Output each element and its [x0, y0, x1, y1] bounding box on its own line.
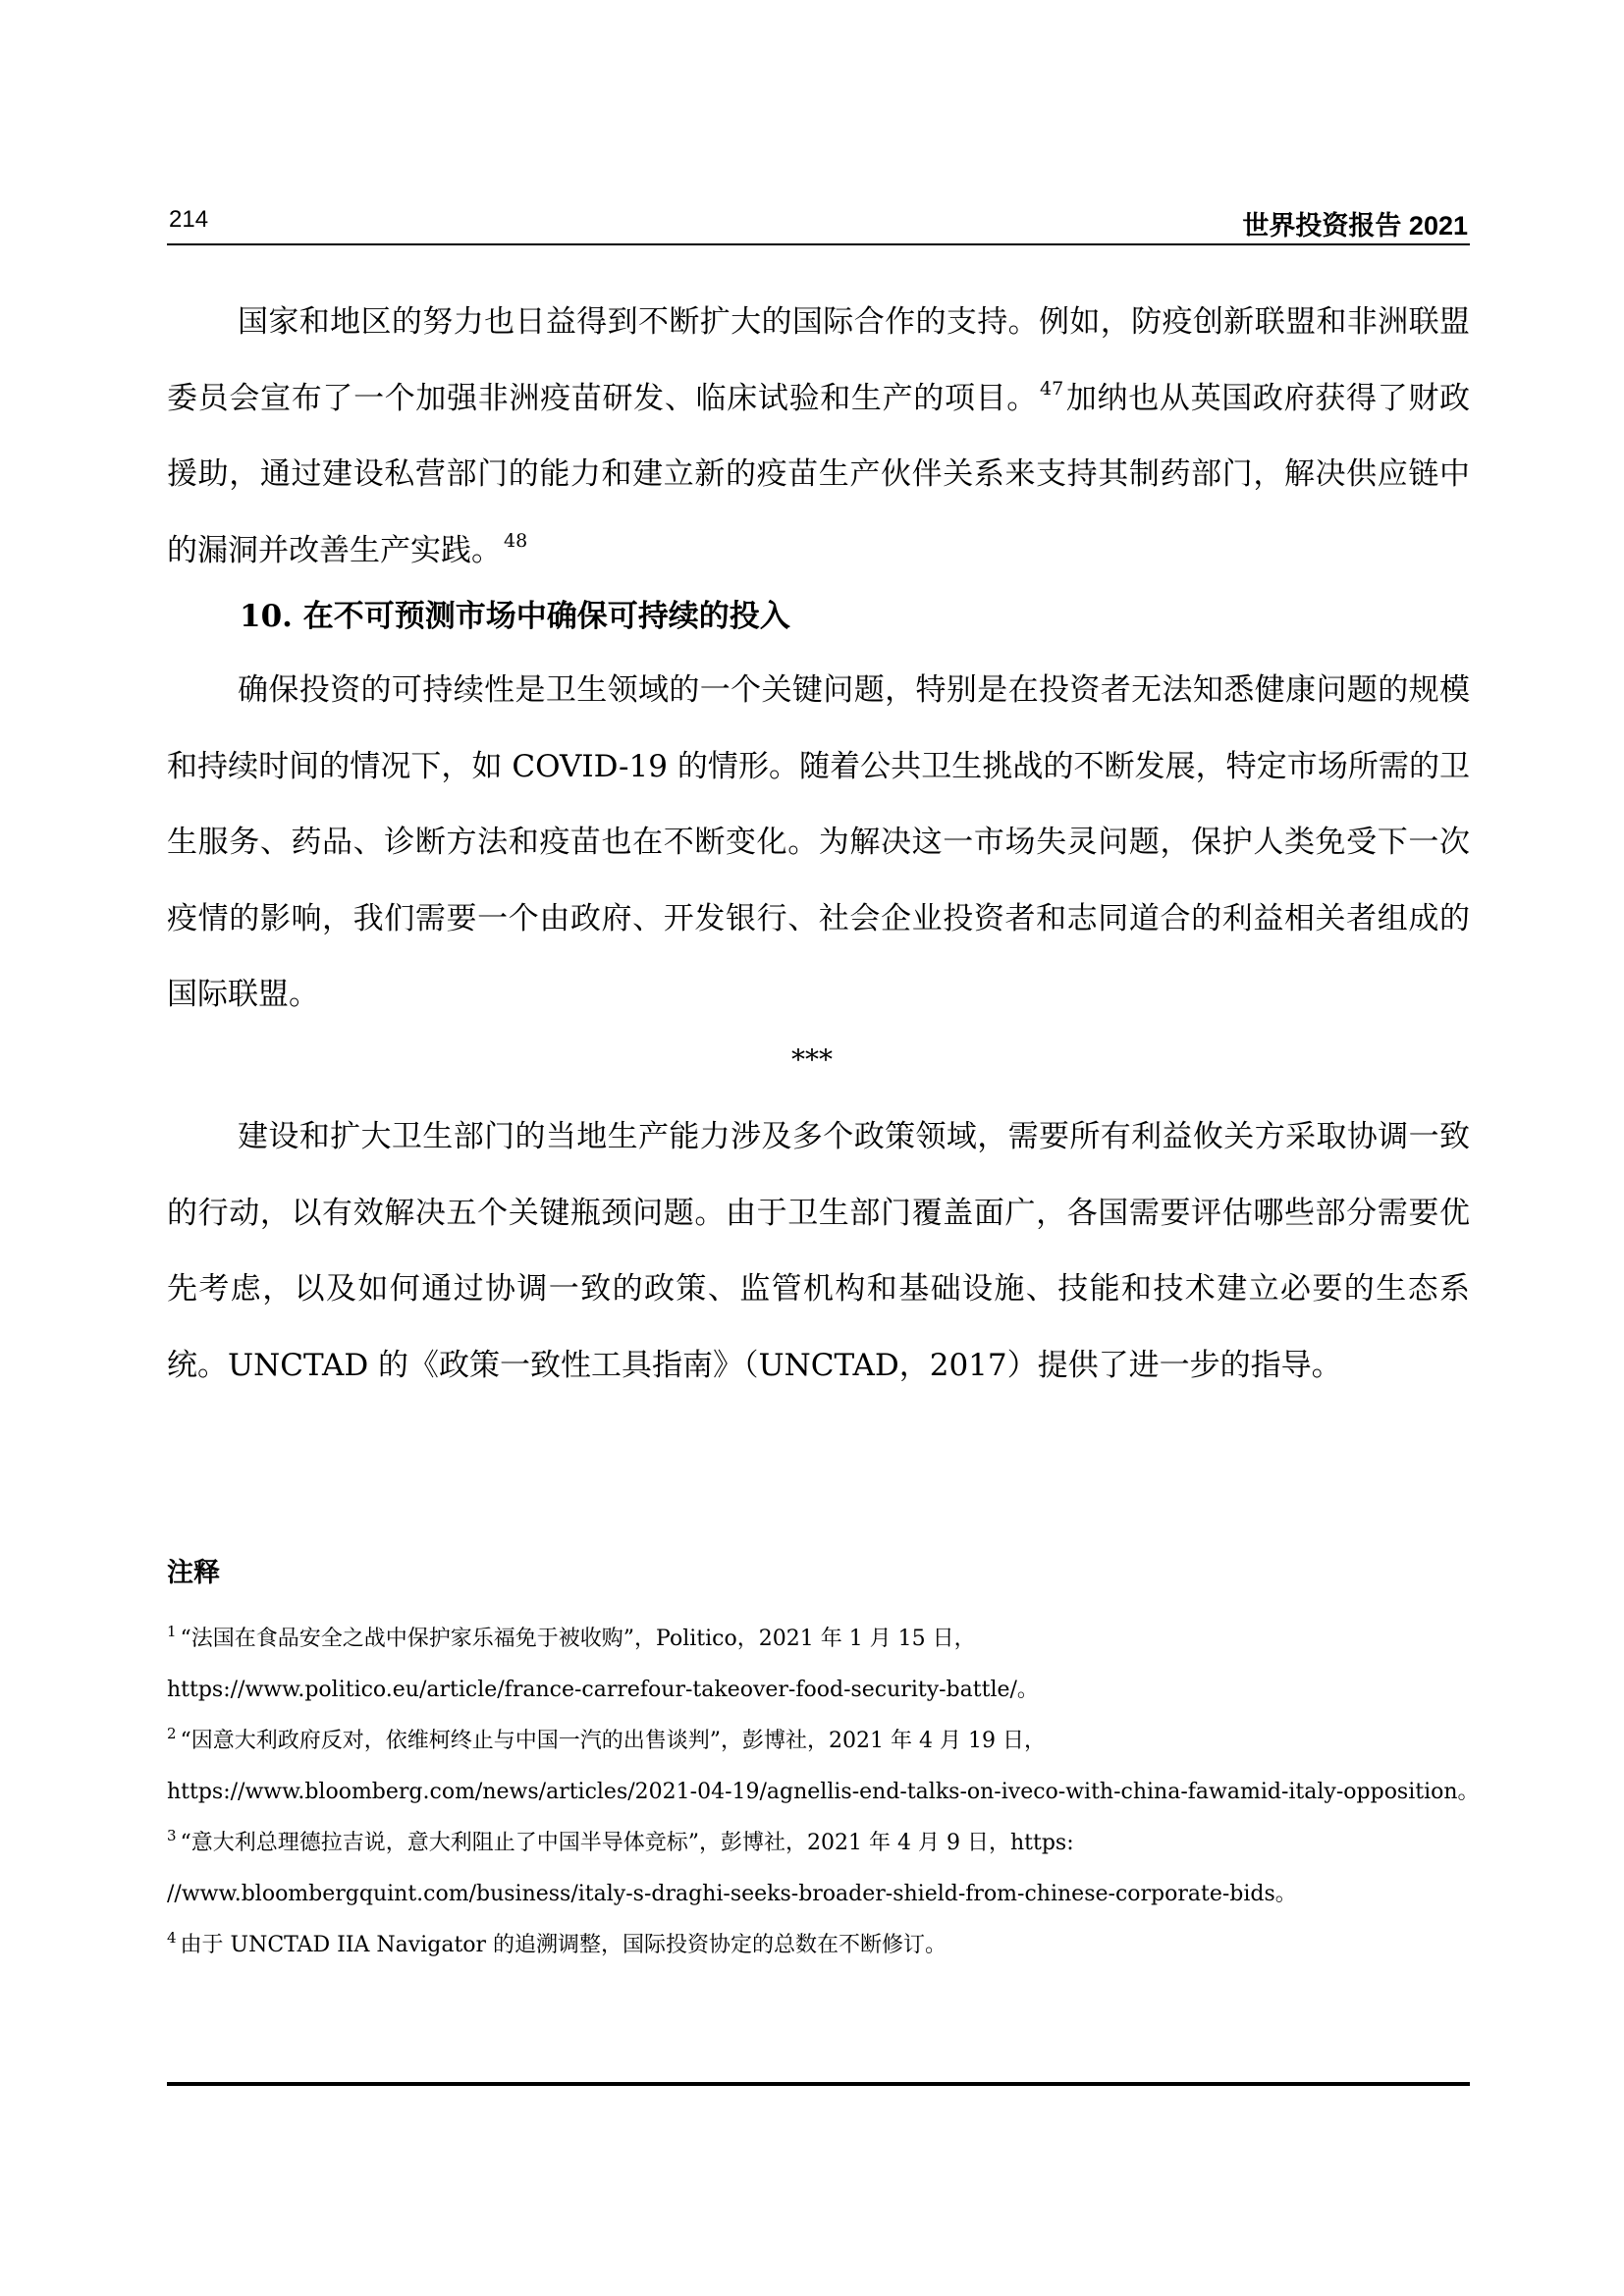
- note-2: [167, 1716, 1483, 1767]
- paragraph-2: [167, 653, 1470, 1034]
- notes-list: [167, 1614, 1483, 1971]
- paragraph-3: [167, 1099, 1470, 1404]
- page-header: [167, 196, 1470, 245]
- note-text: “因意大利政府反对，依维柯终止与中国一汽的出售谈判”，彭博社，2021 年 4 月 19 日，: [180, 1729, 1046, 1753]
- page-number: 214: [169, 206, 209, 233]
- note-1: [167, 1614, 1483, 1665]
- note-3-link[interactable]: //www.bloombergquint.com/business/italy-s-draghi-seeks-broader-shield-from-chinese-corporate-bids。: [167, 1882, 1297, 1906]
- note-number: 3: [167, 1827, 177, 1844]
- note-1-link[interactable]: https://www.politico.eu/article/france-carrefour-takeover-food-security-battle/。: [167, 1678, 1039, 1702]
- footer-rule: [167, 2082, 1470, 2086]
- paragraph-1-text-b: 加纳也从英国政府获得了财政援助，通过建设私营部门的能力和建立新的疫苗生产伙伴关系来支持其制药部门，解决供应链中的漏洞并改善生产实践。: [167, 380, 1471, 568]
- note-3: [167, 1818, 1483, 1869]
- note-text: 由于 UNCTAD IIA Navigator 的追溯调整，国际投资协定的总数在不断修订。: [180, 1933, 947, 1957]
- footnote-ref-47[interactable]: 47: [1040, 377, 1064, 400]
- note-number: 1: [167, 1623, 177, 1640]
- footnote-ref-48[interactable]: 48: [504, 529, 528, 552]
- paragraph-1: [167, 285, 1470, 589]
- paragraph-1-text-a: 国家和地区的努力也日益得到不断扩大的国际合作的支持。例如，防疫创新联盟和非洲联盟委员会宣布了一个加强非洲疫苗研发、临床试验和生产的项目。: [167, 304, 1470, 416]
- note-text: “法国在食品安全之战中保护家乐福免于被收购”，Politico，2021 年 1 月 15 日，: [180, 1627, 976, 1651]
- report-title: 世界投资报告 2021: [1242, 211, 1468, 240]
- note-text: “意大利总理德拉吉说，意大利阻止了中国半导体竞标”，彭博社，2021 年 4 月 9 日，https:: [180, 1831, 1074, 1855]
- paragraph-2-text: 确保投资的可持续性是卫生领域的一个关键问题，特别是在投资者无法知悉健康问题的规模和持续时间的情况下，如 COVID-19 的情形。随着公共卫生挑战的不断发展，特定市场所需的卫生服务、药品、诊断方法和疫苗也在不断变化。为解决这一市场失灵问题，保护人类免受下一次疫情的影响，我们需要一个由政府、开发银行、社会企业投资者和志同道合的利益相关者组成的国际联盟。: [167, 672, 1470, 1012]
- notes-title: 注释: [167, 1558, 220, 1587]
- note-4: [167, 1920, 1483, 1971]
- note-number: 2: [167, 1725, 177, 1742]
- note-2-link[interactable]: https://www.bloomberg.com/news/articles/2021-04-19/agnellis-end-talks-on-iveco-with-china-fawamid-italy-opposition。: [167, 1780, 1480, 1804]
- note-number: 4: [167, 1929, 177, 1947]
- paragraph-3-text: 建设和扩大卫生部门的当地生产能力涉及多个政策领域，需要所有利益攸关方采取协调一致的行动，以有效解决五个关键瓶颈问题。由于卫生部门覆盖面广，各国需要评估哪些部分需要优先考虑，以及如何通过协调一致的政策、监管机构和基础设施、技能和技术建立必要的生态系统。UNCTAD 的《政策一致性工具指南》（UNCTAD，2017）提供了进一步的指导。: [167, 1119, 1470, 1383]
- section-heading: 10. 在不可预测市场中确保可持续的投入: [240, 599, 790, 634]
- section-separator: ***: [791, 1043, 833, 1076]
